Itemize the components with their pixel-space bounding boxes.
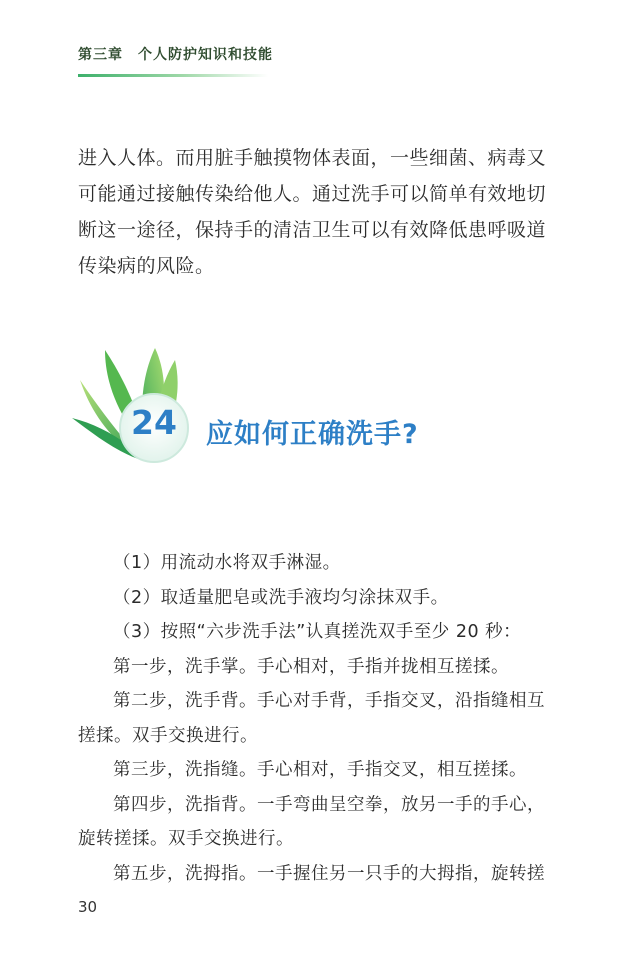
header-rule [78, 74, 268, 77]
question-title: 应如何正确洗手? [206, 419, 419, 450]
chapter-title: 第三章 个人防护知识和技能 [78, 47, 273, 63]
step-item: （2）取适量肥皂或洗手液均匀涂抹双手。 [113, 587, 449, 608]
steps-list [78, 546, 548, 891]
step-item: 第一步，洗手掌。手心相对，手指并拢相互搓揉。 [113, 656, 509, 677]
step-item: 第二步，洗手背。手心对手背，手指交叉，沿指缝相互搓揉。双手交换进行。 [78, 691, 545, 746]
intro-paragraph [78, 140, 548, 284]
step-item: （1）用流动水将双手淋湿。 [113, 553, 341, 573]
step-item: 第五步，洗拇指。一手握住另一只手的大拇指，旋转搓 [113, 863, 545, 884]
question-heading [70, 340, 550, 480]
intro-text: 进入人体。而用脏手触摸物体表面，一些细菌、病毒又可能通过接触传染给他人。通过洗手可以简单有效地切断这一途径，保持手的清洁卫生可以有效降低患呼吸道传染病的风险。 [78, 147, 547, 277]
step-item: 第四步，洗指背。一手弯曲呈空拳，放另一手的手心，旋转搓揉。双手交换进行。 [78, 794, 545, 849]
page-number: 30 [78, 898, 98, 916]
step-item: 第三步，洗指缝。手心相对，手指交叉，相互搓揉。 [113, 760, 527, 780]
step-item: （3）按照“六步洗手法”认真搓洗双手至少 20 秒： [113, 622, 522, 642]
question-number: 24 [131, 403, 177, 442]
